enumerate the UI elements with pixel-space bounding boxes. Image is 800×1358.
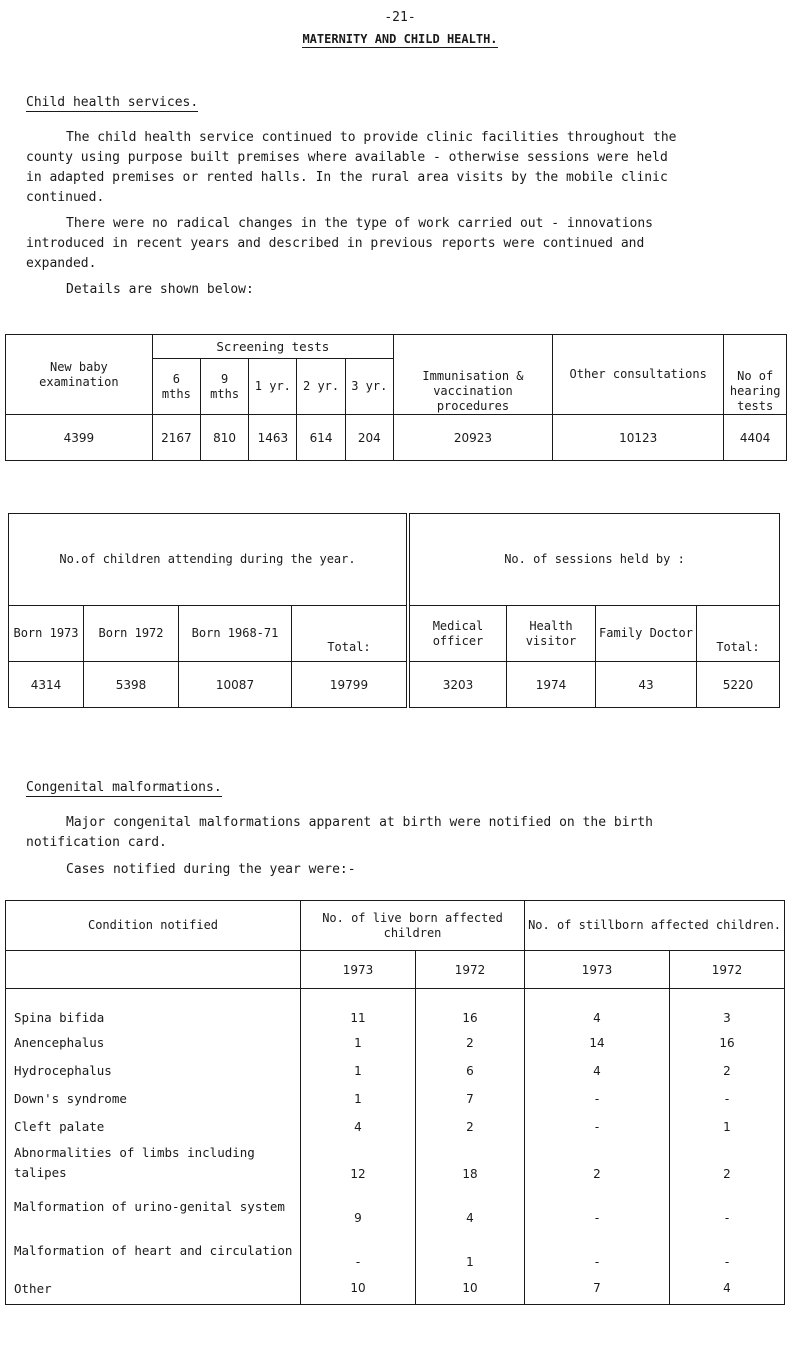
table-cell: 1 — [301, 1085, 416, 1113]
paragraph-cases-notified: Cases notified during the year were:- — [66, 862, 356, 877]
table-cell: 4 — [525, 1057, 670, 1085]
header-hearing-tests: No of hearing tests — [724, 335, 787, 415]
table-cell: 7 — [416, 1085, 525, 1113]
text-line: expanded. — [26, 256, 97, 271]
table-cell: 1 — [301, 1029, 416, 1057]
header-born-1968-71: Born 1968-71 — [179, 606, 292, 662]
row-label: Down's syndrome — [14, 1091, 127, 1106]
text-line: county using purpose built premises where available - otherwise sessions were held — [26, 150, 668, 165]
header-stillborn: No. of stillborn affected children. — [525, 901, 785, 951]
table-cell: - — [525, 1185, 670, 1229]
table-cell: 4399 — [6, 415, 153, 461]
table-cell: 204 — [345, 415, 393, 461]
header-condition-notified: Condition notified — [6, 901, 301, 951]
header-new-baby: New baby examination — [6, 335, 153, 415]
header-children-attending: No.of children attending during the year. — [9, 514, 409, 606]
table-cell: - — [525, 1229, 670, 1273]
table-cell: 4 — [301, 1113, 416, 1141]
year-header: 1972 — [416, 951, 525, 989]
header-live-born: No. of live born affected children — [301, 901, 525, 951]
table-cell: 1 — [416, 1229, 525, 1273]
paragraph-details-shown: Details are shown below: — [66, 282, 254, 297]
table-cell: 6 — [416, 1057, 525, 1085]
table-cell: 1974 — [507, 662, 596, 708]
year-header: 1973 — [525, 951, 670, 989]
table-cell: 12 — [301, 1141, 416, 1185]
text-line: There were no radical changes in the type of work carried out - innovations — [66, 216, 653, 231]
header-screening-tests: Screening tests — [152, 335, 393, 359]
table-cell: 43 — [596, 662, 697, 708]
table-cell: 10123 — [552, 415, 723, 461]
table-cell: 20923 — [393, 415, 552, 461]
table-cell: 1 — [301, 1057, 416, 1085]
year-header: 1973 — [301, 951, 416, 989]
header-screen-col: 3 yr. — [345, 359, 393, 415]
text-line: continued. — [26, 190, 105, 205]
table-cell: 2 — [525, 1141, 670, 1185]
table-cell: 4 — [416, 1185, 525, 1229]
table-cell: - — [525, 1085, 670, 1113]
table-cell: 5220 — [697, 662, 780, 708]
table-cell: 4314 — [9, 662, 84, 708]
text-line: Major congenital malformations apparent at birth were notified on the birth — [66, 815, 653, 830]
table-cell: 4 — [670, 1273, 785, 1305]
page-title-text: MATERNITY AND CHILD HEALTH. — [302, 32, 498, 46]
header-other-consultations: Other consultations — [552, 335, 723, 415]
header-total-children: Total: — [292, 606, 409, 662]
row-label: Other — [14, 1280, 52, 1296]
section-heading-text: Child health services. — [26, 95, 199, 110]
screening-table — [5, 334, 787, 461]
table-cell: 10 — [416, 1273, 525, 1305]
header-screen-col: 6 mths — [152, 359, 200, 415]
table-cell: 11 — [301, 989, 416, 1029]
header-medical-officer: Medical officer — [408, 606, 507, 662]
table-cell: 1 — [670, 1113, 785, 1141]
table-cell: 2 — [670, 1141, 785, 1185]
table-cell: - — [301, 1229, 416, 1273]
table-cell: 16 — [670, 1029, 785, 1057]
row-label: Abnormalities of limbs including talipes — [14, 1144, 255, 1180]
paragraph-child-health-service — [26, 128, 786, 208]
text-line: in adapted premises or rented halls. In the rural area visits by the mobile clinic — [26, 170, 668, 185]
header-immunisation: Immunisation & vaccination procedures — [393, 335, 552, 415]
table-cell: - — [670, 1085, 785, 1113]
table-cell: - — [670, 1229, 785, 1273]
row-label: Cleft palate — [14, 1119, 105, 1134]
table-cell: 19799 — [292, 662, 409, 708]
table-cell: 10087 — [179, 662, 292, 708]
row-label: Spina bifida — [14, 1009, 105, 1025]
page-title — [0, 32, 800, 46]
table-cell: 1463 — [249, 415, 297, 461]
blank-cell — [6, 951, 301, 989]
header-total-sessions: Total: — [697, 606, 780, 662]
row-label: Malformation of urino-genital system — [14, 1198, 285, 1214]
table-cell: - — [670, 1185, 785, 1229]
row-label: Malformation of heart and circulation — [14, 1242, 293, 1258]
header-born-1973: Born 1973 — [9, 606, 84, 662]
table-cell: 2 — [416, 1113, 525, 1141]
row-label: Anencephalus — [14, 1035, 105, 1050]
table-cell: 14 — [525, 1029, 670, 1057]
section-heading-child-health — [26, 95, 198, 110]
table-cell: 18 — [416, 1141, 525, 1185]
header-screen-col: 2 yr. — [297, 359, 345, 415]
table-cell: - — [525, 1113, 670, 1141]
page-number: -21- — [384, 10, 416, 25]
text-line: The child health service continued to provide clinic facilities throughout the — [66, 130, 677, 145]
paragraph-no-radical-changes — [26, 214, 786, 274]
attendance-table — [8, 513, 780, 708]
table-cell: 4404 — [724, 415, 787, 461]
table-cell: 2 — [670, 1057, 785, 1085]
table-cell: 16 — [416, 989, 525, 1029]
header-health-visitor: Health visitor — [507, 606, 596, 662]
table-cell: 2167 — [152, 415, 200, 461]
table-cell: 2 — [416, 1029, 525, 1057]
year-header: 1972 — [670, 951, 785, 989]
section-heading-congenital — [26, 780, 222, 795]
table-cell: 810 — [200, 415, 248, 461]
section-heading-text: Congenital malformations. — [26, 780, 222, 795]
table-cell: 9 — [301, 1185, 416, 1229]
header-screen-col: 9 mths — [200, 359, 248, 415]
header-born-1972: Born 1972 — [84, 606, 179, 662]
table-cell: 3 — [670, 989, 785, 1029]
table-cell: 5398 — [84, 662, 179, 708]
header-sessions-held: No. of sessions held by : — [408, 514, 780, 606]
row-label: Hydrocephalus — [14, 1063, 112, 1078]
table-cell: 4 — [525, 989, 670, 1029]
table-cell: 7 — [525, 1273, 670, 1305]
table-cell: 3203 — [408, 662, 507, 708]
paragraph-major-malformations — [26, 813, 786, 853]
text-line: notification card. — [26, 835, 167, 850]
header-screen-col: 1 yr. — [249, 359, 297, 415]
table-cell: 614 — [297, 415, 345, 461]
table-cell: 10 — [301, 1273, 416, 1305]
header-family-doctor: Family Doctor — [596, 606, 697, 662]
text-line: introduced in recent years and described in previous reports were continued and — [26, 236, 645, 251]
malformations-table — [5, 900, 785, 1305]
